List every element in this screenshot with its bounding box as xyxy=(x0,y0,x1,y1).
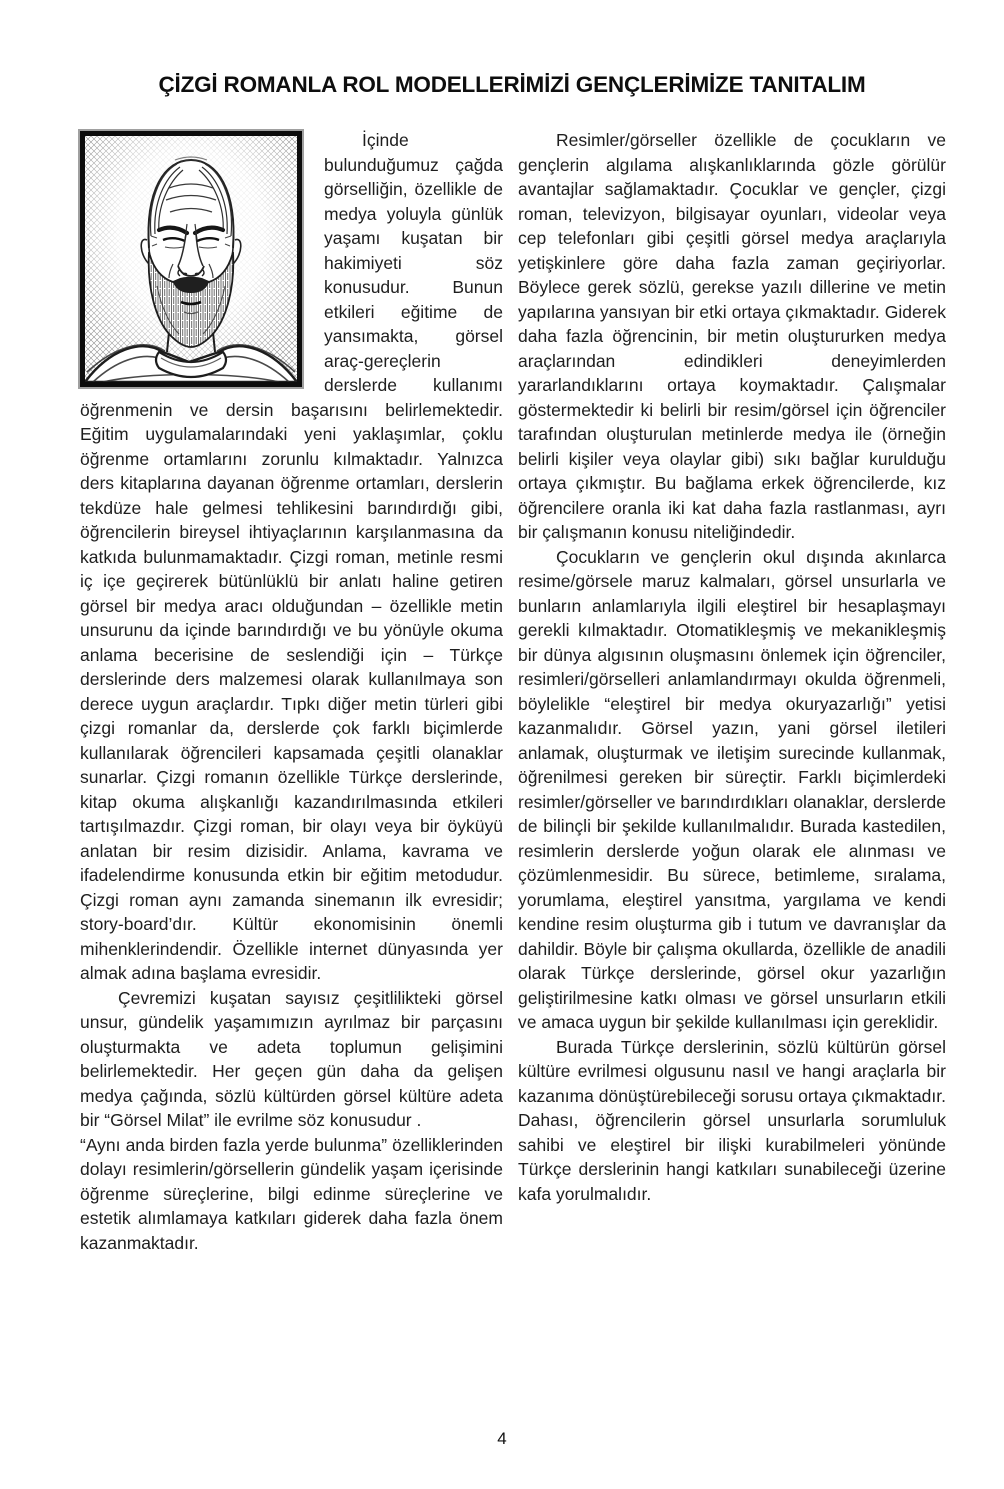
paragraph: Çocukların ve gençlerin okul dışında akınlarca resime/görsele maruz kalmaları, görsel unsurlarla ve bunların anlamlarıyla ilgili eleştirel bir hesaplaşmayı gerekli kılmaktadır. Otomatikleşmiş ve mekanikleşmiş bir dünya algısının oluşmasını önlemek için öğrenciler, resimleri/görselleri anlamlandırmayı okulda öğrenmeli, böylelikle “eleştirel bir medya okuryazarlığı” yetisi kazanmalıdır. Görsel yazın, yani görsel iletileri anlamak, oluşturmak ve iletişim surecinde kullanmak, öğrenilmesi gereken bir süreçtir. Farklı biçimlerdeki resimler/görseller ve barındırdıkları olanaklar, derslerde de bilinçli bir şekilde kullanılmalıdır. Burada kastedilen, resimlerin derslerde yoğun olarak ele alınması ve çözümlenmesidir. Bu sürece, betimleme, sıralama, yorumlama, eleştirel yansıtma, yargılama ve kendi kendine resim oluşturma gib i tutum ve davranışlar da dahildir. Böyle bir çalışma okullarda, özellikle de anadili olarak Türkçe derslerinde, görsel okur yazarlığın geliştirilmesine katkı olması ve görsel unsurların etkili ve amaca uygun bir şekilde kullanılması için gereklidir. xyxy=(518,546,946,1032)
bearded-man-portrait-illustration xyxy=(85,136,297,382)
paragraph: İçinde bulunduğumuz çağda görselliğin, özellikle de medya yoluyla günlük yaşamı kuşatan bir hakimiyeti söz konusudur. Bunun etkileri eğitime de yansımakta, görsel araç-gereçlerin derslerde kullanımı öğrenmenin ve dersin başarısını belirlemektedir. Eğitim uygulamalarındaki yeni yaklaşımlar, çoklu öğrenme ortamlarını zorunlu kılmaktadır. Yalnızca ders kitaplarına dayanan öğrenme ortamları, derslerin tekdüze hale gelmesi tehlikesini barındırdığı gibi, öğrencilerin bireysel ihtiyaçlarının karşılanmasına da katkıda bulunmamaktadır. Çizgi roman, metinle resmi iç içe geçirerek bütünlüklü bir anlatı haline getiren görsel bir medya aracı olduğundan – özellikle metin unsurunu da içinde barındırdığı ve bu yönüyle okuma anlama becerisine de seslendiği için – Türkçe derslerinde ders malzemesi olarak kullanılmaya son derece uygun araçlardır. Tıpkı diğer metin türleri gibi çizgi romanlar da, derslerde çok farklı biçimlerde kullanılarak öğrencileri kapsamada çeşitli olanaklar sunarlar. Çizgi romanın özellikle Türkçe derslerinde, kitap okuma alışkanlığı kazandırılmasında etkileri tartışılmazdır. Çizgi roman, bir olayı veya bir öyküyü anlatan bir resim dizisidir. Anlama, kavrama ve ifadelendirme konusunda etkin bir eğitim metodudur. Çizgi roman aynı zamanda sinemanın ilk evresidir; story-board’dır. Kültür ekonomisinin önemli mihenklerindendir. Özellikle internet dünyasında yer almak adına başlama evresidir. xyxy=(80,130,503,983)
page-footer xyxy=(0,1429,1004,1449)
document-page xyxy=(0,72,1004,1448)
left-column xyxy=(80,128,503,1255)
paragraph: Burada Türkçe derslerinin, sözlü kültürün görsel kültüre evrilmesi olgusunu nasıl ve hangi araçlarla bir kazanıma dönüştürebileceği sorusu ortaya çıkmaktadır. Dahası, öğrencilerin görsel unsurlarla sorumluluk sahibi ve eleştirel bir ilişki kurabilmeleri yönünde Türkçe derslerinin hangi katkıları sunabileceği üzerine kafa yorulmalıdır. xyxy=(518,1036,946,1204)
right-column xyxy=(518,128,946,1255)
page-title: ÇİZGİ ROMANLA ROL MODELLERİMİZİ GENÇLERİMİZE TANITALIM xyxy=(158,72,866,97)
paragraph: Çevremizi kuşatan sayısız çeşitlilikteki görsel unsur, gündelik yaşamımızın ayrılmaz bir parçasını oluşturmakta ve adeta toplumun gelişimini belirlemektedir. Her geçen gün daha da gelişen medya çağında, sözlü kültürden görsel kültüre adeta bir “Görsel Milat” ile evrilme söz konusudur . xyxy=(80,987,503,1130)
paragraph: Resimler/görseller özellikle de çocukların ve gençlerin algılama alışkanlıklarında gözle görülür avantajlar sağlamaktadır. Çocuklar ve gençler, çizgi roman, televizyon, bilgisayar oyunları, videolar veya cep telefonları gibi çeşitli görsel medya araçlarıyla yetişkinlere göre daha fazla zaman geçiriyorlar. Böylece gerek sözlü, gerekse yazılı dillerine ve metin yapılarına yansıyan bir etki ortaya çıkmaktadır. Giderek daha fazla öğrencinin, bir metin oluştururken medya araçlarından edindikleri deneyimlerden yararlandıklarını ortaya koymaktadır. Çalışmalar göstermektedir ki belirli bir resim/görsel için öğrenciler tarafından oluşturulan metinlerde medya ile (örneğin belirli kişiler veya olaylar gibi) sıkı bağlar kurulduğu ortaya çıkmıştır. Bu bağlama erkek öğrencilerde, kız öğrencilere oranla iki kat daha fazla rastlanması, ayrı bir çalışmanın konusu niteliğindedir. xyxy=(518,130,946,542)
portrait-figure xyxy=(80,131,302,387)
page-number: 4 xyxy=(497,1429,507,1448)
paragraph: “Aynı anda birden fazla yerde bulunma” özelliklerinden dolayı resimlerin/görsellerin gündelik yaşam içerisinde öğrenme süreçlerine, bilgi edinme süreçlerine ve estetik alımlamaya katkıları giderek daha fazla önem kazanmaktadır. xyxy=(80,1134,503,1253)
article-columns xyxy=(80,128,946,1255)
